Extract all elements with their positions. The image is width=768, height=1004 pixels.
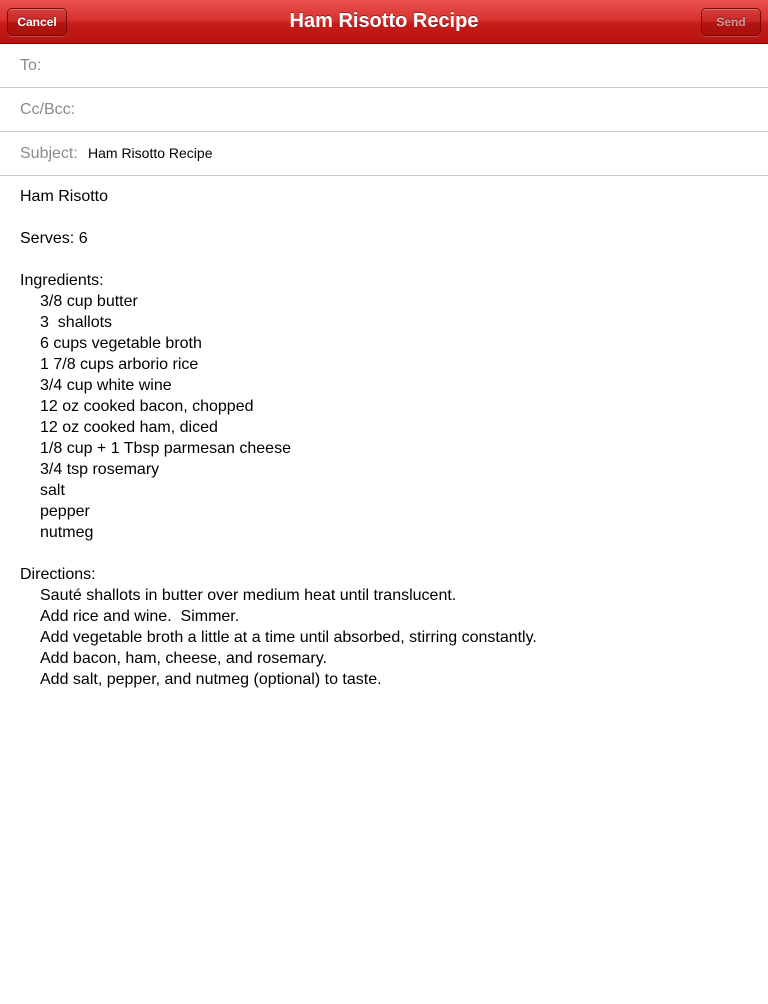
blank-line <box>20 249 748 270</box>
directions-list <box>20 585 748 690</box>
subject-input[interactable]: Ham Risotto Recipe <box>88 145 213 161</box>
blank-line <box>20 543 748 564</box>
page-title: Ham Risotto Recipe <box>289 10 479 32</box>
to-field[interactable] <box>0 44 768 88</box>
subject-field[interactable] <box>0 132 768 176</box>
ingredient-item: 3/4 tsp rosemary <box>40 461 160 478</box>
ingredient-item: 12 oz cooked bacon, chopped <box>40 398 254 415</box>
direction-step: Add salt, pepper, and nutmeg (optional) to taste. <box>40 671 382 688</box>
serves-line: Serves: 6 <box>20 230 88 247</box>
blank-line <box>20 207 748 228</box>
direction-step: Add vegetable broth a little at a time until absorbed, stirring constantly. <box>40 629 537 646</box>
to-label: To: <box>20 57 42 74</box>
ingredient-item: 1/8 cup + 1 Tbsp parmesan cheese <box>40 440 291 457</box>
recipe-title: Ham Risotto <box>20 188 109 205</box>
ingredient-item: 3/8 cup butter <box>40 293 138 310</box>
cc-bcc-label: Cc/Bcc: <box>20 101 76 118</box>
subject-label: Subject: <box>20 145 78 162</box>
ingredients-list <box>20 291 748 543</box>
direction-step: Sauté shallots in butter over medium heat until translucent. <box>40 587 457 604</box>
send-button[interactable]: Send <box>701 8 761 36</box>
cc-bcc-field[interactable] <box>0 88 768 132</box>
message-body[interactable] <box>20 186 748 690</box>
ingredient-item: nutmeg <box>40 524 94 541</box>
ingredient-item: 12 oz cooked ham, diced <box>40 419 218 436</box>
ingredient-item: pepper <box>40 503 90 520</box>
direction-step: Add rice and wine. Simmer. <box>40 608 240 625</box>
ingredient-item: 3/4 cup white wine <box>40 377 172 394</box>
navigation-bar <box>0 0 768 44</box>
direction-step: Add bacon, ham, cheese, and rosemary. <box>40 650 327 667</box>
ingredient-item: 3 shallots <box>40 314 113 331</box>
ingredient-item: 1 7/8 cups arborio rice <box>40 356 199 373</box>
ingredients-heading: Ingredients: <box>20 272 104 289</box>
directions-heading: Directions: <box>20 566 96 583</box>
ingredient-item: 6 cups vegetable broth <box>40 335 202 352</box>
cancel-button[interactable]: Cancel <box>7 8 67 36</box>
ingredient-item: salt <box>40 482 65 499</box>
